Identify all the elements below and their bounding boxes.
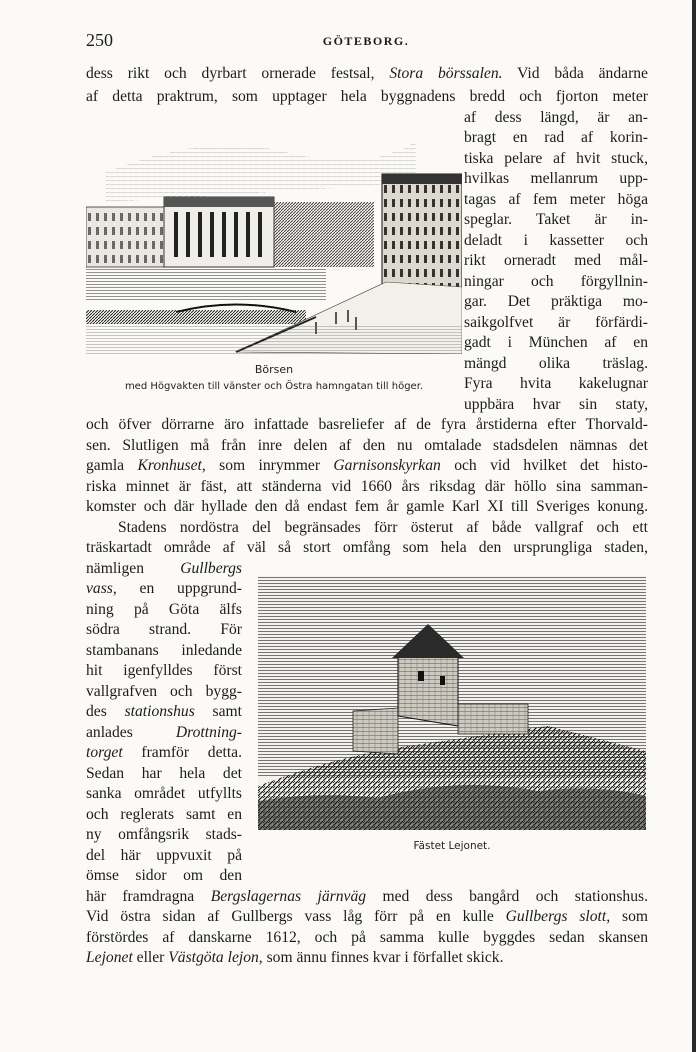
text-line: vallgrafven och bygg-	[86, 683, 242, 700]
lejonet-caption: Fästet Lejonet.	[413, 840, 491, 852]
text-line: gadt i München af en	[464, 334, 648, 351]
text-line: torget framför detta.	[86, 744, 242, 761]
text-line: sen. Slutligen må från inre delen af den nu omtalade stadsdelen nämnas det	[86, 437, 648, 454]
text-line: hit igenfylldes först	[86, 662, 242, 679]
text-line: stambanans inledande	[86, 642, 242, 659]
borsen-caption-title: Börsen	[254, 363, 294, 376]
text-line: förstördes af danskarne 1612, och på samma kulle byggdes sedan skansen	[86, 929, 648, 946]
text-line: af detta praktrum, som upptager hela byggnadens bredd och fjorton meter	[86, 88, 648, 105]
text-line: ning på Göta älfs	[86, 601, 242, 618]
text-line: bragt en rad af korin-	[464, 129, 648, 146]
text-line: komster och där hyllade den då endast fem år gamle Karl XI till Sveriges konung.	[86, 498, 648, 515]
text-line: gar. Det präktiga mo-	[464, 293, 648, 310]
text-line: anlades Drottning-	[86, 724, 242, 741]
text-line: deladt i kassetter och	[464, 232, 648, 249]
text-line: speglar. Taket är in-	[464, 211, 648, 228]
page-number: 250	[86, 30, 113, 50]
text-line: tagas af fem meter höga	[464, 191, 648, 208]
borsen-caption-sub: med Högvakten till vänster och Östra hamngatan till höger.	[124, 381, 424, 392]
page-header	[86, 30, 646, 52]
text-line: Stadens nordöstra del begränsades förr österut af både vallgraf och ett	[118, 519, 648, 536]
text-line: dess rikt och dyrbart ornerade festsal, Stora börssalen. Vid båda ändarne	[86, 65, 648, 82]
page-edge	[692, 0, 696, 1052]
text-line: af dess längd, är an-	[464, 109, 648, 126]
running-title: GÖTEBORG.	[322, 34, 410, 48]
lejonet-engraving	[258, 576, 646, 830]
text-line: ömse sidor om den	[86, 867, 242, 884]
text-line: mängd olika träslag.	[464, 355, 648, 372]
text-line: nämligen Gullbergs	[86, 560, 242, 577]
text-line: sanka området utfyllts	[86, 785, 242, 802]
text-line: södra strand. För	[86, 621, 242, 638]
text-line: gamla Kronhuset, som inrymmer Garnisonskyrkan och vid hvilket det histo-	[86, 457, 649, 474]
text-line: ny omfångsrik stads-	[86, 826, 242, 843]
text-line: Vid östra sidan af Gullbergs vass låg förr på en kulle Gullbergs slott, som	[86, 908, 648, 925]
text-line: hvilkas mellanrum upp-	[464, 170, 648, 187]
text-line: här framdragna Bergslagernas järnväg med dess bangård och stationshus.	[86, 888, 648, 905]
text-line: ningar och förgyllnin-	[464, 273, 648, 290]
text-line: uppbära hvar sin staty,	[464, 396, 648, 413]
text-line: Sedan har hela det	[86, 765, 242, 782]
text-line: riska minnet är fäst, att ständerna vid 1660 års riksdag där höllo sina samman-	[86, 478, 648, 495]
text-line: rikt orneradt med mål-	[464, 252, 648, 269]
text-line: vass, en uppgrund-	[86, 580, 242, 597]
text-line: träskartadt område af väl så stort omfång som hela den ursprungliga staden,	[86, 539, 648, 556]
text-line: och reglerats samt en	[86, 806, 242, 823]
borsen-engraving	[86, 112, 462, 354]
text-line: Fyra hvita kakelugnar	[464, 375, 648, 392]
text-line: och öfver dörrarne äro infattade basreliefer af de fyra årstiderna efter Thorvald-	[86, 416, 648, 433]
text-line: tiska pelare af hvit stuck,	[464, 150, 648, 167]
text-line: saikgolfvet är förfärdi-	[464, 314, 648, 331]
text-line: des stationshus samt	[86, 703, 242, 720]
text-line: del här uppvuxit på	[86, 847, 242, 864]
text-line: Lejonet eller Västgöta lejon, som ännu finnes kvar i förfallet skick.	[86, 949, 504, 966]
